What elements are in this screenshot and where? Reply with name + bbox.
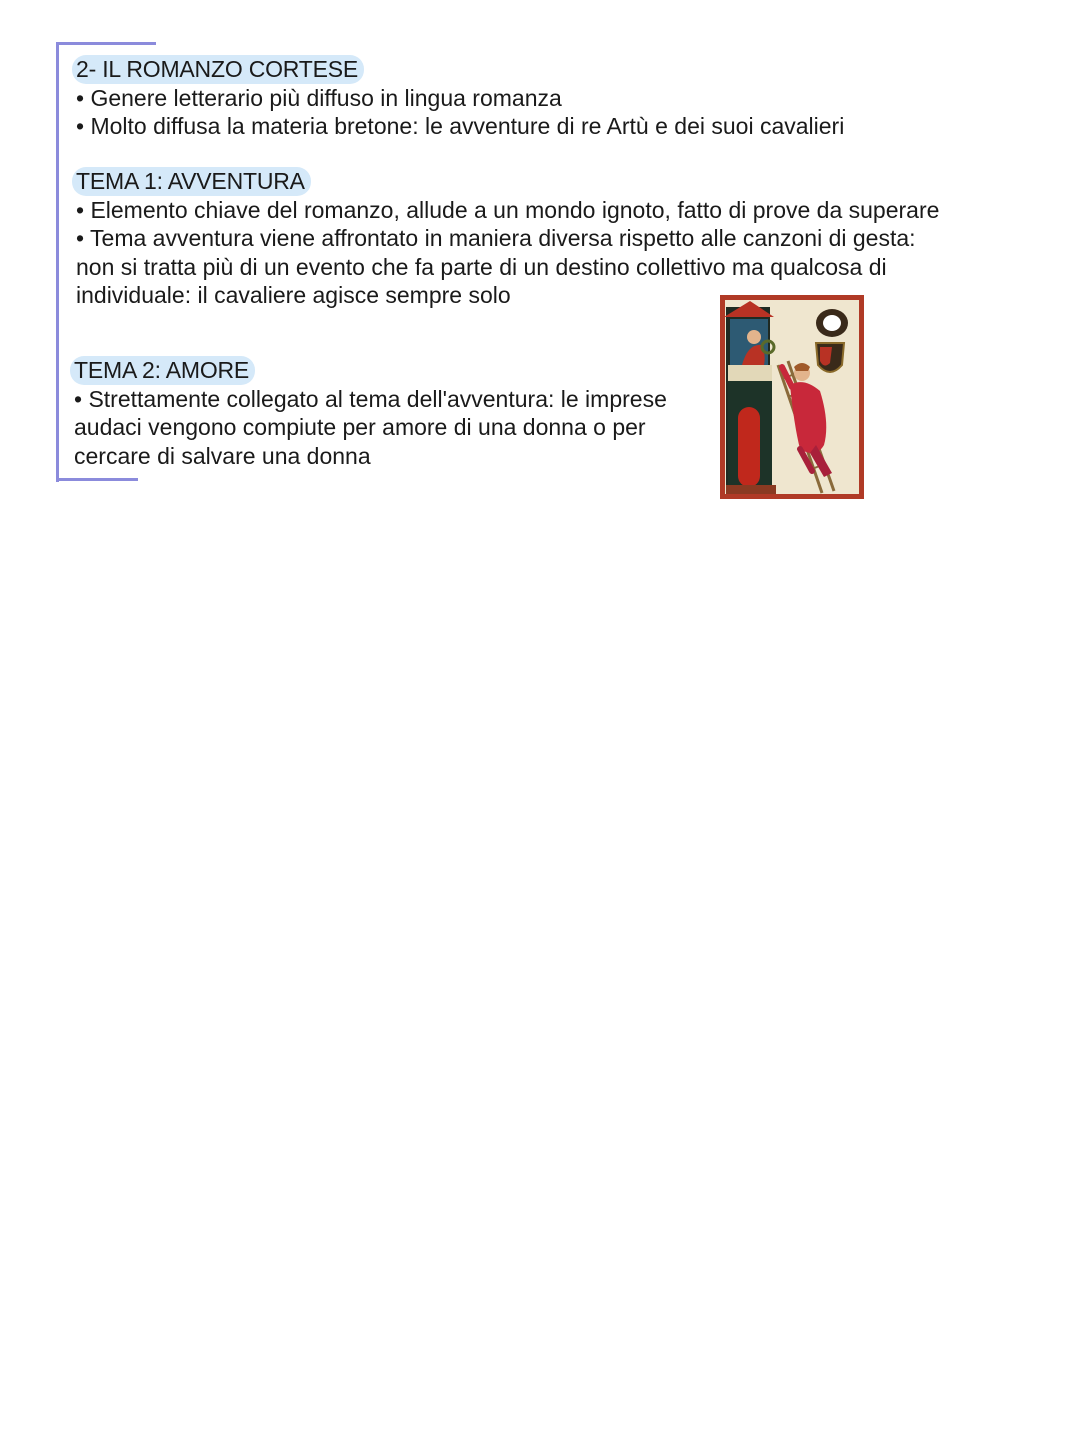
text-line: • Elemento chiave del romanzo, allude a un mondo ignoto, fatto di prove da superare bbox=[76, 196, 940, 223]
section-bracket-line bbox=[56, 42, 59, 482]
bullet-item: • Genere letterario più diffuso in lingua romanza bbox=[76, 84, 562, 111]
section-tema-avventura bbox=[76, 167, 939, 310]
section-romanzo-cortese bbox=[76, 55, 844, 141]
medieval-miniature-icon bbox=[720, 295, 864, 499]
text-line: audaci vengono compiute per amore di una donna o per bbox=[74, 414, 646, 440]
bullet-item: • Molto diffusa la materia bretone: le avventure di re Artù e dei suoi cavalieri bbox=[76, 113, 845, 139]
section-tema-amore bbox=[74, 356, 667, 470]
section-heading: TEMA 2: AMORE bbox=[70, 356, 255, 385]
text-line: non si tratta più di un evento che fa parte di un destino collettivo ma qualcosa di bbox=[76, 253, 887, 280]
text-line: individuale: il cavaliere agisce sempre solo bbox=[76, 282, 511, 308]
section-heading: 2- IL ROMANZO CORTESE bbox=[72, 55, 364, 84]
section-bracket-bottom bbox=[56, 478, 138, 481]
text-line: cercare di salvare una donna bbox=[74, 442, 371, 469]
section-bracket-top bbox=[56, 42, 156, 45]
text-line: • Tema avventura viene affrontato in maniera diversa rispetto alle canzoni di gesta: bbox=[76, 225, 916, 251]
text-line: • Strettamente collegato al tema dell'avventura: le imprese bbox=[74, 385, 667, 412]
section-heading: TEMA 1: AVVENTURA bbox=[72, 167, 311, 196]
